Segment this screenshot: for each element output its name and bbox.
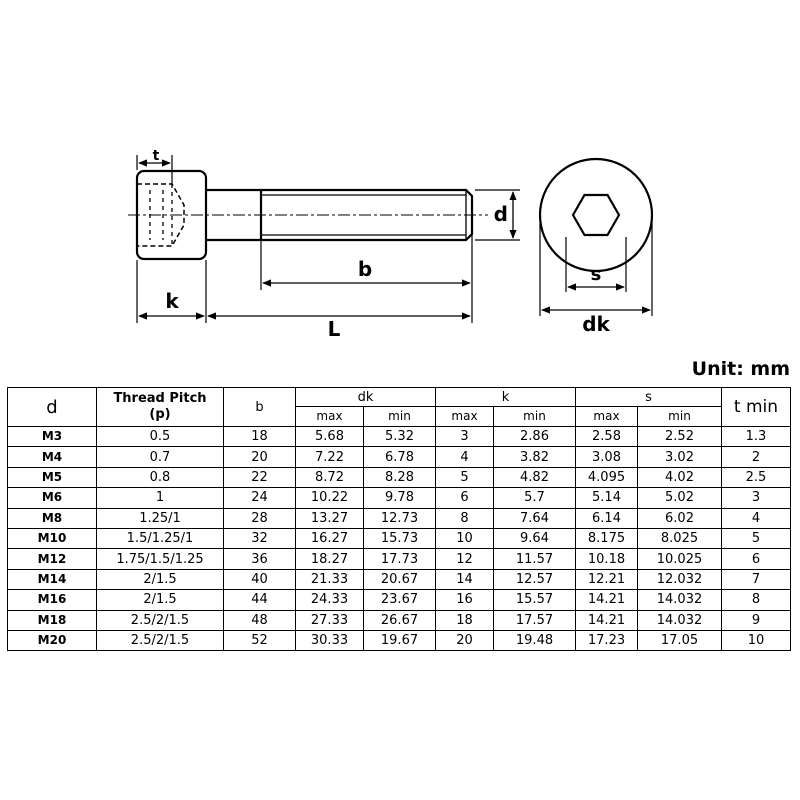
table-row: [8, 447, 791, 467]
cell-s-max: 12.21: [576, 569, 638, 589]
cell-dk-min: 12.73: [364, 508, 436, 528]
table-row: [8, 528, 791, 548]
cell-k-min: 12.57: [494, 569, 576, 589]
cell-thread-pitch: 1.25/1: [97, 508, 224, 528]
cell-s-max: 3.08: [576, 447, 638, 467]
cell-t-min: 2: [722, 447, 791, 467]
label-b: b: [357, 257, 373, 281]
table-row: [8, 569, 791, 589]
cell-b: 22: [224, 467, 296, 487]
cell-dk-min: 20.67: [364, 569, 436, 589]
cell-b: 28: [224, 508, 296, 528]
table-row: [8, 427, 791, 447]
cell-s-min: 4.02: [638, 467, 722, 487]
header-k-min: min: [494, 407, 576, 427]
cell-k-max: 8: [436, 508, 494, 528]
cell-thread-pitch: 1.5/1.25/1: [97, 528, 224, 548]
cell-t-min: 6: [722, 549, 791, 569]
cell-d: M14: [8, 569, 97, 589]
cell-s-min: 12.032: [638, 569, 722, 589]
cell-k-max: 3: [436, 427, 494, 447]
cell-dk-max: 13.27: [296, 508, 364, 528]
header-dk: dk: [296, 388, 436, 407]
cell-d: M12: [8, 549, 97, 569]
header-dk-min: min: [364, 407, 436, 427]
cell-d: M8: [8, 508, 97, 528]
cell-b: 24: [224, 488, 296, 508]
dimensions-table: [7, 387, 791, 651]
cell-dk-min: 23.67: [364, 590, 436, 610]
hex-socket: [573, 195, 619, 235]
cell-s-max: 17.23: [576, 630, 638, 650]
cell-k-max: 5: [436, 467, 494, 487]
cell-t-min: 7: [722, 569, 791, 589]
cell-k-min: 7.64: [494, 508, 576, 528]
label-k: k: [165, 289, 179, 313]
cell-s-max: 5.14: [576, 488, 638, 508]
cell-t-min: 2.5: [722, 467, 791, 487]
cell-dk-max: 5.68: [296, 427, 364, 447]
cell-k-max: 18: [436, 610, 494, 630]
table-row: [8, 467, 791, 487]
cell-thread-pitch: 2/1.5: [97, 569, 224, 589]
cell-s-min: 2.52: [638, 427, 722, 447]
cell-dk-min: 8.28: [364, 467, 436, 487]
cell-s-min: 10.025: [638, 549, 722, 569]
cell-k-min: 15.57: [494, 590, 576, 610]
table-body: [8, 427, 791, 651]
cell-s-max: 2.58: [576, 427, 638, 447]
cell-dk-min: 17.73: [364, 549, 436, 569]
cell-k-max: 16: [436, 590, 494, 610]
cell-s-max: 8.175: [576, 528, 638, 548]
cell-dk-max: 10.22: [296, 488, 364, 508]
cell-thread-pitch: 2.5/2/1.5: [97, 630, 224, 650]
cell-t-min: 5: [722, 528, 791, 548]
header-dk-max: max: [296, 407, 364, 427]
header-d: d: [8, 388, 97, 427]
cell-b: 32: [224, 528, 296, 548]
cell-k-min: 9.64: [494, 528, 576, 548]
cell-d: M16: [8, 590, 97, 610]
cell-thread-pitch: 0.5: [97, 427, 224, 447]
cell-thread-pitch: 2.5/2/1.5: [97, 610, 224, 630]
cell-k-min: 5.7: [494, 488, 576, 508]
cell-k-max: 10: [436, 528, 494, 548]
table-row: [8, 610, 791, 630]
head-circle: [540, 159, 652, 271]
cell-k-max: 20: [436, 630, 494, 650]
cell-dk-max: 30.33: [296, 630, 364, 650]
header-s: s: [576, 388, 722, 407]
cell-dk-max: 27.33: [296, 610, 364, 630]
cell-s-min: 5.02: [638, 488, 722, 508]
cell-t-min: 9: [722, 610, 791, 630]
label-L: L: [327, 317, 341, 341]
cell-b: 40: [224, 569, 296, 589]
cell-k-max: 14: [436, 569, 494, 589]
table-row: [8, 630, 791, 650]
cell-thread-pitch: 0.8: [97, 467, 224, 487]
cell-k-min: 19.48: [494, 630, 576, 650]
cell-t-min: 10: [722, 630, 791, 650]
cell-dk-min: 5.32: [364, 427, 436, 447]
header-b: b: [224, 388, 296, 427]
cell-dk-min: 15.73: [364, 528, 436, 548]
cell-dk-max: 21.33: [296, 569, 364, 589]
cell-dk-min: 9.78: [364, 488, 436, 508]
cell-s-min: 3.02: [638, 447, 722, 467]
screw-dimension-drawing: [0, 0, 800, 350]
cell-thread-pitch: 1.75/1.5/1.25: [97, 549, 224, 569]
cell-s-min: 14.032: [638, 610, 722, 630]
label-t: t: [152, 148, 160, 164]
cell-d: M6: [8, 488, 97, 508]
unit-label: Unit: mm: [691, 358, 790, 380]
label-d: d: [493, 202, 508, 226]
cell-dk-min: 6.78: [364, 447, 436, 467]
cell-s-max: 14.21: [576, 590, 638, 610]
table-row: [8, 508, 791, 528]
cell-thread-pitch: 2/1.5: [97, 590, 224, 610]
cell-k-min: 2.86: [494, 427, 576, 447]
cell-b: 52: [224, 630, 296, 650]
cell-b: 20: [224, 447, 296, 467]
cell-t-min: 1.3: [722, 427, 791, 447]
header-s-min: min: [638, 407, 722, 427]
label-s: s: [590, 264, 602, 285]
cell-dk-max: 18.27: [296, 549, 364, 569]
cell-s-max: 4.095: [576, 467, 638, 487]
header-thread-pitch-label: Thread Pitch: [113, 391, 207, 406]
header-k: k: [436, 388, 576, 407]
cell-t-min: 3: [722, 488, 791, 508]
header-t-min: t min: [722, 388, 791, 427]
header-thread-pitch-unit: (p): [149, 407, 171, 422]
cell-thread-pitch: 0.7: [97, 447, 224, 467]
header-k-max: max: [436, 407, 494, 427]
cell-d: M5: [8, 467, 97, 487]
cell-dk-min: 26.67: [364, 610, 436, 630]
cell-k-max: 12: [436, 549, 494, 569]
screw-end-view: [540, 159, 652, 271]
cell-dk-max: 24.33: [296, 590, 364, 610]
cell-s-min: 17.05: [638, 630, 722, 650]
cell-b: 44: [224, 590, 296, 610]
cell-dk-max: 8.72: [296, 467, 364, 487]
cell-d: M4: [8, 447, 97, 467]
cell-k-max: 4: [436, 447, 494, 467]
cell-dk-min: 19.67: [364, 630, 436, 650]
cell-t-min: 8: [722, 590, 791, 610]
header-s-max: max: [576, 407, 638, 427]
cell-s-max: 14.21: [576, 610, 638, 630]
cell-s-max: 10.18: [576, 549, 638, 569]
cell-d: M20: [8, 630, 97, 650]
cell-k-min: 17.57: [494, 610, 576, 630]
cell-k-max: 6: [436, 488, 494, 508]
cell-dk-max: 16.27: [296, 528, 364, 548]
header-thread-pitch: [97, 388, 224, 427]
cell-thread-pitch: 1: [97, 488, 224, 508]
cell-d: M18: [8, 610, 97, 630]
cell-s-max: 6.14: [576, 508, 638, 528]
cell-s-min: 14.032: [638, 590, 722, 610]
cell-s-min: 6.02: [638, 508, 722, 528]
label-dk: dk: [582, 312, 610, 336]
table-row: [8, 549, 791, 569]
cell-b: 36: [224, 549, 296, 569]
cell-k-min: 11.57: [494, 549, 576, 569]
cell-b: 18: [224, 427, 296, 447]
cell-dk-max: 7.22: [296, 447, 364, 467]
cell-d: M10: [8, 528, 97, 548]
table-row: [8, 488, 791, 508]
table-row: [8, 590, 791, 610]
cell-s-min: 8.025: [638, 528, 722, 548]
cell-b: 48: [224, 610, 296, 630]
cell-d: M3: [8, 427, 97, 447]
cell-t-min: 4: [722, 508, 791, 528]
cell-k-min: 3.82: [494, 447, 576, 467]
cell-k-min: 4.82: [494, 467, 576, 487]
